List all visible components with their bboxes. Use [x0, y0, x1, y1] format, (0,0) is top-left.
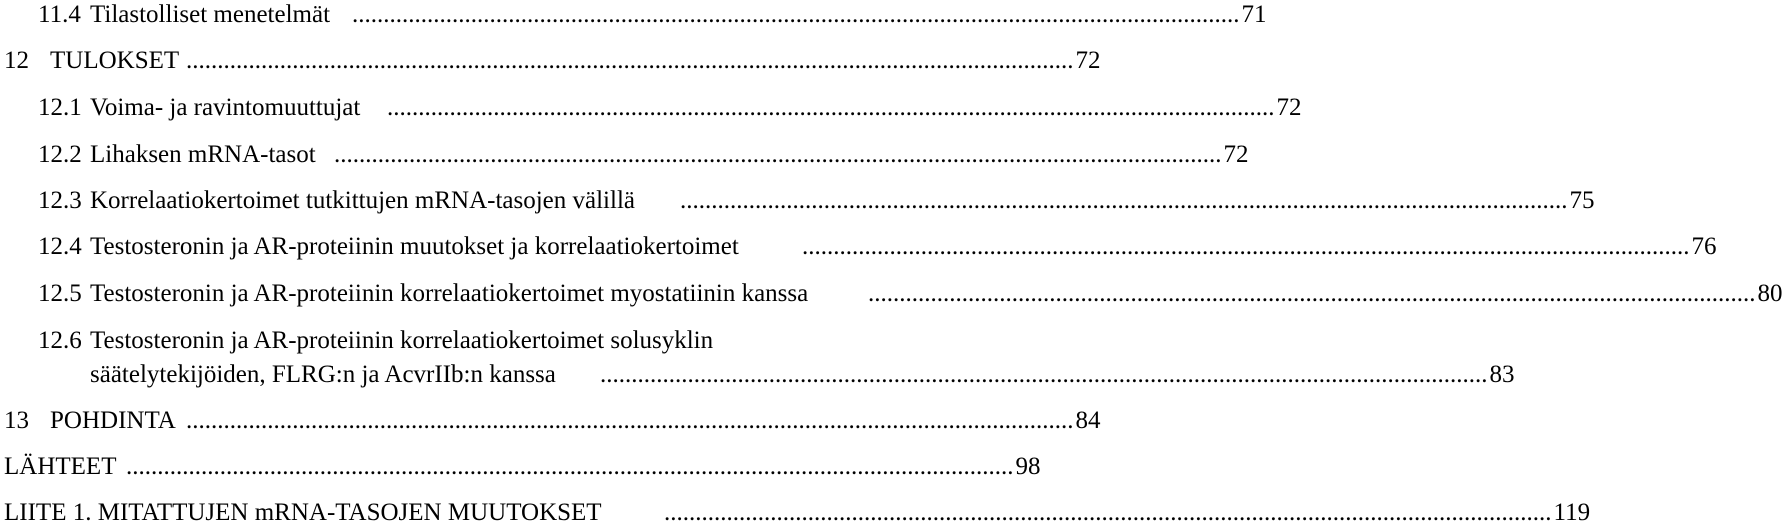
toc-entry	[0, 406, 1101, 436]
toc-section-number: 12	[4, 47, 29, 74]
toc-section-title: Korrelaatiokertoimet tutkittujen mRNA-tasojen välillä	[90, 187, 635, 214]
toc-entry	[0, 46, 1101, 76]
dot-leader: ..............................................................................................................................................	[186, 407, 1074, 434]
toc-page-number: 98	[1015, 453, 1041, 480]
toc-entry	[0, 498, 1591, 528]
toc-page-number: 80	[1757, 280, 1783, 307]
toc-section-number: 12.5	[38, 280, 82, 307]
toc-page-number: 72	[1276, 94, 1302, 121]
toc-leader-line	[868, 279, 1783, 309]
toc-page-number: 83	[1489, 361, 1515, 388]
toc-leader-line	[802, 232, 1717, 262]
toc-section-title: Lihaksen mRNA-tasot	[90, 141, 316, 168]
toc-leader-line	[126, 452, 1041, 482]
toc-leader-line	[664, 498, 1591, 528]
toc-page-number: 72	[1223, 141, 1249, 168]
toc-section-number: 11.4	[38, 1, 81, 28]
toc-entry	[0, 186, 1595, 216]
dot-leader: ..............................................................................................................................................	[387, 94, 1275, 121]
toc-leader-line	[186, 46, 1101, 76]
toc-entry	[0, 326, 960, 356]
dot-leader: ..............................................................................................................................................	[126, 453, 1014, 480]
dot-leader: ..............................................................................................................................................	[186, 47, 1074, 74]
toc-page-number: 119	[1553, 499, 1591, 526]
toc-entry	[0, 0, 1267, 30]
toc-section-title: TULOKSET	[50, 47, 180, 74]
dot-leader: ..............................................................................................................................................	[680, 187, 1568, 214]
toc-section-title: LÄHTEET	[4, 453, 117, 480]
toc-section-number: 12.1	[38, 94, 82, 121]
toc-leader-line	[680, 186, 1595, 216]
toc-section-title-continued: säätelytekijöiden, FLRG:n ja AcvrIIb:n kanssa	[90, 361, 556, 388]
toc-entry	[0, 140, 1249, 170]
toc-page-number: 72	[1075, 47, 1101, 74]
toc-section-title: Voima- ja ravintomuuttujat	[90, 94, 361, 121]
toc-section-number: 12.4	[38, 233, 82, 260]
toc-section-number: 12.3	[38, 187, 82, 214]
toc-section-title: Testosteronin ja AR-proteiinin korrelaatiokertoimet myostatiinin kanssa	[90, 280, 809, 307]
toc-section-title: POHDINTA	[50, 407, 176, 434]
toc-leader-line	[352, 0, 1267, 30]
toc-page-number: 75	[1569, 187, 1595, 214]
toc-page-number: 71	[1241, 1, 1267, 28]
dot-leader: ..............................................................................................................................................	[600, 361, 1488, 388]
dot-leader: ..............................................................................................................................................	[334, 141, 1222, 168]
toc-leader-line	[334, 140, 1249, 170]
toc-entry	[0, 232, 1717, 262]
toc-page-number: 76	[1691, 233, 1717, 260]
toc-entry	[0, 452, 1041, 482]
toc-entry	[0, 93, 1302, 123]
toc-leader-line	[387, 93, 1302, 123]
dot-leader: ..............................................................................................................................................	[664, 499, 1552, 526]
toc-section-title: Testosteronin ja AR-proteiinin korrelaatiokertoimet solusyklin	[90, 327, 714, 354]
toc-entry	[0, 279, 1783, 309]
toc-section-number: 12.6	[38, 327, 82, 354]
toc-entry-continuation	[0, 360, 1515, 390]
dot-leader: ..............................................................................................................................................	[802, 233, 1690, 260]
toc-section-title: LIITE 1. MITATTUJEN mRNA-TASOJEN MUUTOKSET	[4, 499, 602, 526]
toc-section-title: Tilastolliset menetelmät	[90, 1, 331, 28]
toc-leader-line	[186, 406, 1101, 436]
toc-section-title: Testosteronin ja AR-proteiinin muutokset ja korrelaatiokertoimet	[90, 233, 739, 260]
dot-leader: ..............................................................................................................................................	[352, 1, 1240, 28]
toc-section-number: 13	[4, 407, 29, 434]
toc-section-number: 12.2	[38, 141, 82, 168]
toc-page-number: 84	[1075, 407, 1101, 434]
toc-leader-line	[600, 360, 1515, 390]
dot-leader: ..............................................................................................................................................	[868, 280, 1756, 307]
